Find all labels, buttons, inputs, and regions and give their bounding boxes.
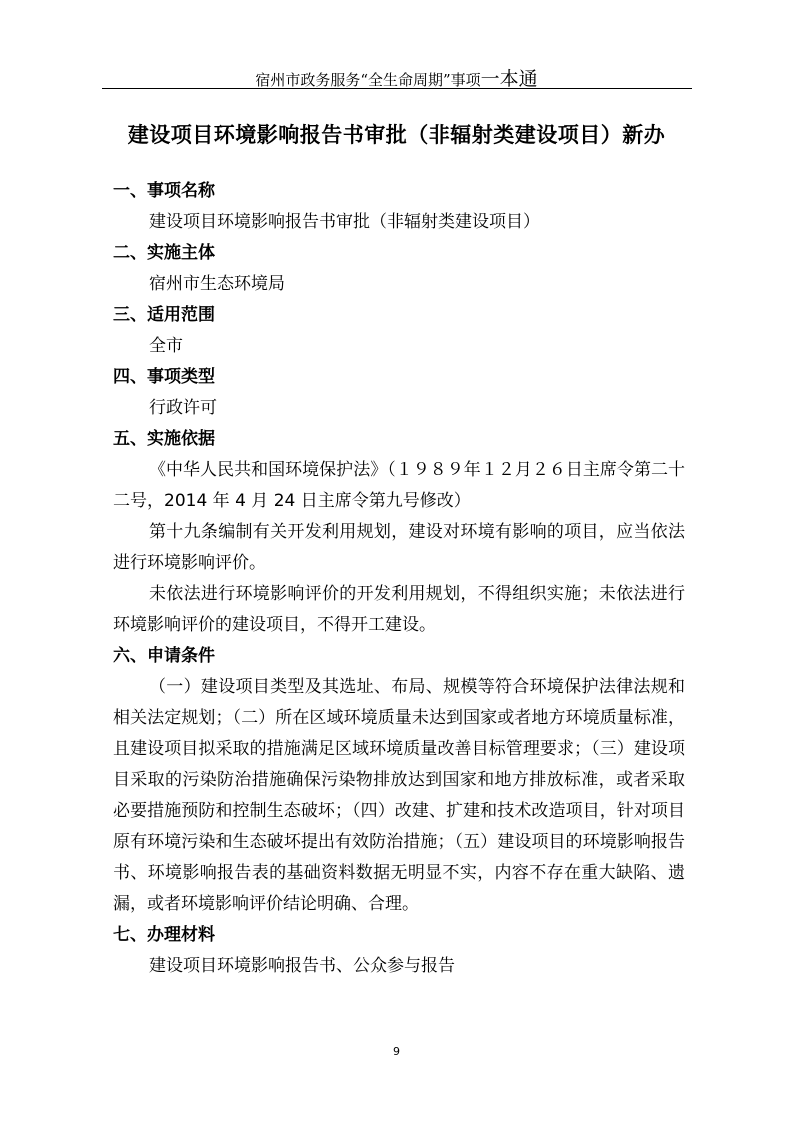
section-heading: 六、申请条件 bbox=[113, 646, 215, 666]
section-basis bbox=[113, 424, 685, 641]
section-conditions bbox=[113, 641, 685, 920]
header-text-big: 一本通 bbox=[480, 68, 538, 90]
section-content: 全市 bbox=[149, 336, 183, 356]
header-text: 宿州市政务服务“全生命周期”事项 bbox=[255, 71, 481, 89]
section-content: 建设项目环境影响报告书审批（非辐射类建设项目） bbox=[149, 212, 540, 232]
section-heading: 四、事项类型 bbox=[113, 367, 215, 387]
document-body bbox=[113, 176, 685, 982]
section-content: 宿州市生态环境局 bbox=[149, 274, 285, 294]
basis-paragraph-3: 未依法进行环境影响评价的开发利用规划，不得组织实施；未依法进行环境影响评价的建设项目，不得开工建设。 bbox=[113, 584, 685, 635]
basis-paragraph-2: 第十九条编制有关开发利用规划，建设对环境有影响的项目，应当依法进行环境影响评价。 bbox=[113, 522, 685, 573]
section-scope bbox=[113, 300, 685, 362]
section-heading: 三、适用范围 bbox=[113, 305, 215, 325]
section-heading: 二、实施主体 bbox=[113, 243, 215, 263]
section-implementer bbox=[113, 238, 685, 300]
section-heading: 七、办理材料 bbox=[113, 925, 215, 945]
header-rule bbox=[102, 88, 692, 89]
section-item-type bbox=[113, 362, 685, 424]
section-content: 建设项目环境影响报告书、公众参与报告 bbox=[149, 956, 455, 976]
page-header bbox=[0, 64, 793, 91]
section-item-name bbox=[113, 176, 685, 238]
section-materials bbox=[113, 920, 685, 982]
conditions-paragraph: （一）建设项目类型及其选址、布局、规模等符合环境保护法律法规和相关法定规划；（二）所在区域环境质量未达到国家或者地方环境质量标准，且建设项目拟采取的措施满足区域环境质量改善目标管理要求；（三）建设项目采取的污染防治措施确保污染物排放达到国家和地方排放标准，或者采取必要措施预防和控制生态破坏；（四）改建、扩建和技术改造项目，针对项目原有环境污染和生态破坏提出有效防治措施；（五）建设项目的环境影响报告书、环境影响报告表的基础资料数据无明显不实，内容不存在重大缺陷、遗漏，或者环境影响评价结论明确、合理。 bbox=[113, 677, 685, 914]
basis-paragraph-1: 《中华人民共和国环境保护法》（１９８９年１２月２６日主席令第二十二号，2014 年 4 月 24 日主席令第九号修改） bbox=[113, 460, 685, 511]
section-heading: 五、实施依据 bbox=[113, 429, 215, 449]
page-number: 9 bbox=[393, 1045, 400, 1058]
section-heading: 一、事项名称 bbox=[113, 181, 215, 201]
section-content: 行政许可 bbox=[149, 398, 217, 418]
document-title: 建设项目环境影响报告书审批（非辐射类建设项目）新办 bbox=[127, 123, 666, 147]
